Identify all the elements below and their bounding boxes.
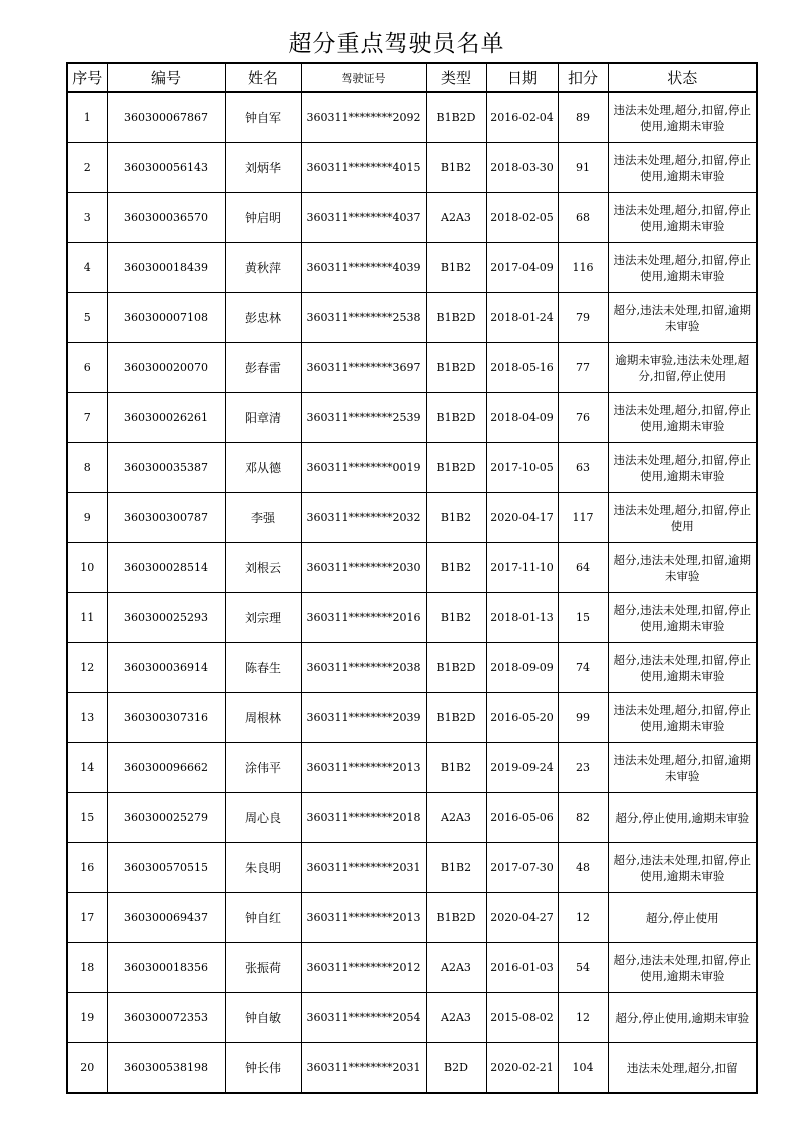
- cell-seq: 2: [67, 143, 107, 193]
- cell-id: 360300020070: [107, 343, 225, 393]
- cell-id: 360300570515: [107, 843, 225, 893]
- cell-seq: 15: [67, 793, 107, 843]
- cell-points: 76: [558, 393, 608, 443]
- cell-points: 48: [558, 843, 608, 893]
- cell-status: 违法未处理,超分,扣留,停止使用,逾期未审验: [608, 243, 757, 293]
- cell-points: 91: [558, 143, 608, 193]
- cell-id: 360300036914: [107, 643, 225, 693]
- cell-status: 超分,违法未处理,扣留,停止使用,逾期未审验: [608, 643, 757, 693]
- cell-type: A2A3: [426, 793, 486, 843]
- header-seq: 序号: [67, 63, 107, 92]
- table-row: [67, 843, 757, 893]
- cell-points: 79: [558, 293, 608, 343]
- cell-name: 钟长伟: [225, 1043, 301, 1094]
- cell-name: 周根林: [225, 693, 301, 743]
- header-status: 状态: [608, 63, 757, 92]
- cell-name: 阳章清: [225, 393, 301, 443]
- cell-name: 钟自军: [225, 92, 301, 143]
- cell-name: 朱良明: [225, 843, 301, 893]
- cell-points: 68: [558, 193, 608, 243]
- cell-type: B1B2D: [426, 343, 486, 393]
- cell-id: 360300067867: [107, 92, 225, 143]
- cell-status: 逾期未审验,违法未处理,超分,扣留,停止使用: [608, 343, 757, 393]
- cell-status: 超分,停止使用: [608, 893, 757, 943]
- table-row: [67, 443, 757, 493]
- cell-license: 360311********2039: [301, 693, 426, 743]
- cell-license: 360311********2030: [301, 543, 426, 593]
- cell-type: B1B2D: [426, 643, 486, 693]
- cell-type: B1B2: [426, 243, 486, 293]
- cell-seq: 14: [67, 743, 107, 793]
- cell-date: 2016-02-04: [486, 92, 558, 143]
- cell-license: 360311********2031: [301, 843, 426, 893]
- cell-status: 超分,停止使用,逾期未审验: [608, 993, 757, 1043]
- cell-points: 63: [558, 443, 608, 493]
- cell-points: 116: [558, 243, 608, 293]
- cell-name: 彭春雷: [225, 343, 301, 393]
- cell-name: 钟启明: [225, 193, 301, 243]
- table-row: [67, 92, 757, 143]
- table-row: [67, 343, 757, 393]
- cell-name: 刘根云: [225, 543, 301, 593]
- cell-license: 360311********2016: [301, 593, 426, 643]
- cell-seq: 11: [67, 593, 107, 643]
- cell-type: B1B2D: [426, 293, 486, 343]
- table-row: [67, 243, 757, 293]
- cell-type: B1B2D: [426, 393, 486, 443]
- cell-status: 超分,违法未处理,扣留,逾期未审验: [608, 293, 757, 343]
- cell-date: 2016-01-03: [486, 943, 558, 993]
- cell-license: 360311********0019: [301, 443, 426, 493]
- cell-date: 2017-10-05: [486, 443, 558, 493]
- cell-status: 违法未处理,超分,扣留,停止使用,逾期未审验: [608, 693, 757, 743]
- cell-seq: 6: [67, 343, 107, 393]
- cell-points: 15: [558, 593, 608, 643]
- cell-date: 2018-01-24: [486, 293, 558, 343]
- cell-date: 2017-07-30: [486, 843, 558, 893]
- cell-date: 2018-09-09: [486, 643, 558, 693]
- cell-name: 陈春生: [225, 643, 301, 693]
- cell-id: 360300025293: [107, 593, 225, 643]
- cell-license: 360311********3697: [301, 343, 426, 393]
- cell-date: 2017-04-09: [486, 243, 558, 293]
- cell-id: 360300300787: [107, 493, 225, 543]
- cell-name: 彭忠林: [225, 293, 301, 343]
- cell-status: 违法未处理,超分,扣留,逾期未审验: [608, 743, 757, 793]
- cell-name: 周心良: [225, 793, 301, 843]
- cell-id: 360300025279: [107, 793, 225, 843]
- cell-seq: 4: [67, 243, 107, 293]
- table-row: [67, 543, 757, 593]
- cell-name: 李强: [225, 493, 301, 543]
- header-id: 编号: [107, 63, 225, 92]
- cell-seq: 13: [67, 693, 107, 743]
- cell-seq: 17: [67, 893, 107, 943]
- cell-license: 360311********2013: [301, 743, 426, 793]
- header-date: 日期: [486, 63, 558, 92]
- cell-status: 超分,违法未处理,扣留,逾期未审验: [608, 543, 757, 593]
- cell-license: 360311********2018: [301, 793, 426, 843]
- cell-type: B1B2D: [426, 443, 486, 493]
- cell-seq: 8: [67, 443, 107, 493]
- cell-id: 360300035387: [107, 443, 225, 493]
- cell-date: 2018-03-30: [486, 143, 558, 193]
- cell-license: 360311********2539: [301, 393, 426, 443]
- table-row: [67, 393, 757, 443]
- cell-license: 360311********2054: [301, 993, 426, 1043]
- cell-license: 360311********4015: [301, 143, 426, 193]
- cell-status: 违法未处理,超分,扣留,停止使用: [608, 493, 757, 543]
- cell-seq: 12: [67, 643, 107, 693]
- cell-type: B1B2: [426, 593, 486, 643]
- cell-date: 2015-08-02: [486, 993, 558, 1043]
- cell-date: 2016-05-20: [486, 693, 558, 743]
- table-row: [67, 793, 757, 843]
- cell-license: 360311********4039: [301, 243, 426, 293]
- cell-points: 104: [558, 1043, 608, 1094]
- cell-date: 2018-04-09: [486, 393, 558, 443]
- cell-type: B1B2D: [426, 893, 486, 943]
- cell-type: B1B2D: [426, 693, 486, 743]
- cell-status: 超分,停止使用,逾期未审验: [608, 793, 757, 843]
- cell-id: 360300018439: [107, 243, 225, 293]
- cell-id: 360300056143: [107, 143, 225, 193]
- cell-date: 2018-02-05: [486, 193, 558, 243]
- cell-status: 违法未处理,超分,扣留: [608, 1043, 757, 1094]
- cell-seq: 18: [67, 943, 107, 993]
- cell-points: 99: [558, 693, 608, 743]
- header-points: 扣分: [558, 63, 608, 92]
- cell-seq: 10: [67, 543, 107, 593]
- cell-id: 360300069437: [107, 893, 225, 943]
- table-row: [67, 993, 757, 1043]
- cell-status: 违法未处理,超分,扣留,停止使用,逾期未审验: [608, 193, 757, 243]
- cell-seq: 19: [67, 993, 107, 1043]
- cell-seq: 16: [67, 843, 107, 893]
- table-row: [67, 1043, 757, 1094]
- table-body: [67, 92, 757, 1093]
- cell-name: 张振荷: [225, 943, 301, 993]
- cell-name: 钟自敏: [225, 993, 301, 1043]
- table-row: [67, 293, 757, 343]
- cell-points: 64: [558, 543, 608, 593]
- cell-seq: 1: [67, 92, 107, 143]
- cell-type: A2A3: [426, 943, 486, 993]
- cell-date: 2020-04-27: [486, 893, 558, 943]
- cell-id: 360300026261: [107, 393, 225, 443]
- cell-license: 360311********2012: [301, 943, 426, 993]
- cell-status: 超分,违法未处理,扣留,停止使用,逾期未审验: [608, 843, 757, 893]
- cell-seq: 5: [67, 293, 107, 343]
- cell-status: 违法未处理,超分,扣留,停止使用,逾期未审验: [608, 143, 757, 193]
- cell-id: 360300028514: [107, 543, 225, 593]
- table-row: [67, 743, 757, 793]
- cell-points: 117: [558, 493, 608, 543]
- cell-name: 刘炳华: [225, 143, 301, 193]
- cell-status: 超分,违法未处理,扣留,停止使用,逾期未审验: [608, 943, 757, 993]
- cell-date: 2016-05-06: [486, 793, 558, 843]
- cell-status: 违法未处理,超分,扣留,停止使用,逾期未审验: [608, 443, 757, 493]
- cell-license: 360311********4037: [301, 193, 426, 243]
- cell-points: 77: [558, 343, 608, 393]
- cell-points: 12: [558, 993, 608, 1043]
- cell-type: B1B2: [426, 743, 486, 793]
- cell-type: B1B2: [426, 143, 486, 193]
- table-row: [67, 193, 757, 243]
- table-row: [67, 143, 757, 193]
- cell-type: A2A3: [426, 993, 486, 1043]
- cell-name: 钟自红: [225, 893, 301, 943]
- cell-license: 360311********2013: [301, 893, 426, 943]
- cell-type: B2D: [426, 1043, 486, 1094]
- table-row: [67, 593, 757, 643]
- cell-name: 邓从德: [225, 443, 301, 493]
- cell-date: 2018-05-16: [486, 343, 558, 393]
- cell-name: 刘宗理: [225, 593, 301, 643]
- cell-license: 360311********2538: [301, 293, 426, 343]
- table-header-row: [67, 63, 757, 92]
- table-row: [67, 943, 757, 993]
- table-row: [67, 493, 757, 543]
- cell-type: B1B2: [426, 843, 486, 893]
- cell-date: 2018-01-13: [486, 593, 558, 643]
- cell-license: 360311********2031: [301, 1043, 426, 1094]
- cell-id: 360300072353: [107, 993, 225, 1043]
- cell-date: 2017-11-10: [486, 543, 558, 593]
- cell-type: B1B2: [426, 493, 486, 543]
- cell-date: 2020-04-17: [486, 493, 558, 543]
- cell-points: 12: [558, 893, 608, 943]
- cell-id: 360300007108: [107, 293, 225, 343]
- cell-id: 360300538198: [107, 1043, 225, 1094]
- cell-id: 360300307316: [107, 693, 225, 743]
- cell-points: 82: [558, 793, 608, 843]
- cell-name: 涂伟平: [225, 743, 301, 793]
- cell-points: 23: [558, 743, 608, 793]
- header-license: 驾驶证号: [301, 63, 426, 92]
- cell-seq: 9: [67, 493, 107, 543]
- page-title: 超分重点驾驶员名单: [288, 31, 505, 57]
- cell-id: 360300018356: [107, 943, 225, 993]
- cell-type: B1B2D: [426, 92, 486, 143]
- cell-points: 74: [558, 643, 608, 693]
- cell-type: A2A3: [426, 193, 486, 243]
- header-name: 姓名: [225, 63, 301, 92]
- cell-points: 89: [558, 92, 608, 143]
- cell-date: 2020-02-21: [486, 1043, 558, 1094]
- cell-license: 360311********2032: [301, 493, 426, 543]
- cell-status: 违法未处理,超分,扣留,停止使用,逾期未审验: [608, 92, 757, 143]
- table-row: [67, 643, 757, 693]
- cell-status: 违法未处理,超分,扣留,停止使用,逾期未审验: [608, 393, 757, 443]
- driver-table: [66, 62, 758, 1094]
- cell-license: 360311********2038: [301, 643, 426, 693]
- cell-name: 黄秋萍: [225, 243, 301, 293]
- table-row: [67, 693, 757, 743]
- cell-id: 360300036570: [107, 193, 225, 243]
- cell-points: 54: [558, 943, 608, 993]
- cell-id: 360300096662: [107, 743, 225, 793]
- table-row: [67, 893, 757, 943]
- cell-status: 超分,违法未处理,扣留,停止使用,逾期未审验: [608, 593, 757, 643]
- header-type: 类型: [426, 63, 486, 92]
- cell-seq: 7: [67, 393, 107, 443]
- cell-seq: 3: [67, 193, 107, 243]
- cell-type: B1B2: [426, 543, 486, 593]
- cell-seq: 20: [67, 1043, 107, 1094]
- cell-license: 360311********2092: [301, 92, 426, 143]
- cell-date: 2019-09-24: [486, 743, 558, 793]
